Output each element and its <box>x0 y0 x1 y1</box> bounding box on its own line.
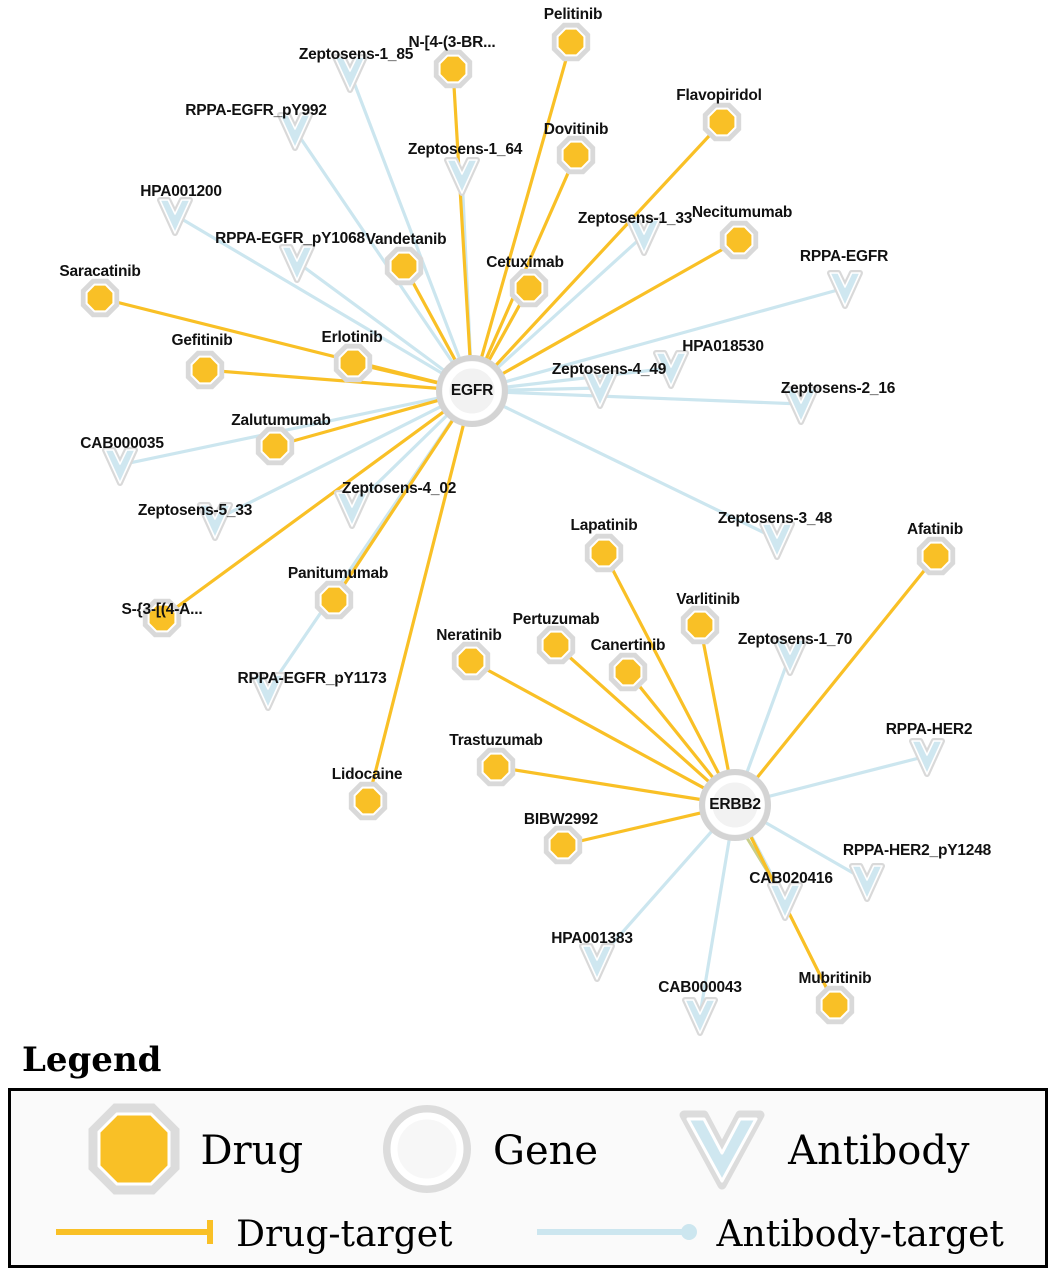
drug-node[interactable] <box>550 832 577 859</box>
drug-node[interactable] <box>822 992 849 1019</box>
legend-edge-drug-target <box>52 1214 452 1255</box>
antibody-node-label: RPPA-EGFR_pY992 <box>185 102 327 119</box>
antibody-node-label: RPPA-EGFR_pY1173 <box>237 670 387 687</box>
drug-node-label: N-[4-(3-BR... <box>408 34 496 51</box>
antibody-target-edge <box>297 262 450 375</box>
legend-edge-antibody-target <box>533 1214 1004 1255</box>
drug-node[interactable] <box>591 540 618 567</box>
drug-node-label: Panitumumab <box>287 565 389 582</box>
legend-label-antibody: Antibody <box>788 1128 970 1174</box>
legend-item-antibody <box>674 1101 969 1202</box>
drug-node[interactable] <box>440 56 467 83</box>
drug-node-label: Neratinib <box>436 627 502 644</box>
drug-octagon-icon <box>86 1101 182 1202</box>
drug-node[interactable] <box>687 612 714 639</box>
drug-node[interactable] <box>87 285 114 312</box>
gene-circle-icon <box>379 1101 475 1202</box>
drug-node[interactable] <box>726 227 753 254</box>
antibody-node-label: Zeptosens-4_02 <box>341 480 457 497</box>
drug-node-label: S-{3-[(4-A... <box>121 601 203 618</box>
drug-node[interactable] <box>483 754 510 781</box>
drug-node[interactable] <box>615 659 642 686</box>
antibody-node-label: RPPA-EGFR <box>799 248 889 265</box>
drug-node-label: Afatinib <box>906 521 964 538</box>
drug-target-edge <box>205 370 445 389</box>
legend <box>0 1040 1059 1280</box>
antibody-node-label: Zeptosens-1_33 <box>577 210 693 227</box>
antibody-node-label: HPA001383 <box>551 930 633 947</box>
drug-node[interactable] <box>923 543 950 570</box>
antibody-node-label: Zeptosens-3_48 <box>717 510 833 527</box>
drug-node[interactable] <box>563 142 590 169</box>
antibody-node-label: RPPA-HER2 <box>885 721 973 738</box>
antibody-node-label: HPA018530 <box>682 338 764 355</box>
legend-label-drug-target: Drug-target <box>236 1213 453 1255</box>
drug-node[interactable] <box>321 587 348 614</box>
antibody-node-label: Zeptosens-1_70 <box>737 631 853 648</box>
antibody-target-edge <box>761 756 927 798</box>
antibody-target-edge-icon <box>533 1217 703 1252</box>
drug-node-label: Erlotinib <box>321 329 383 346</box>
legend-edges-row <box>11 1203 1045 1265</box>
drug-node-label: Cetuximab <box>486 254 564 271</box>
gene-node-label-egfr: EGFR <box>450 382 494 399</box>
drug-node-label: Lidocaine <box>331 766 403 783</box>
antibody-chevron-icon <box>674 1101 770 1202</box>
drug-target-edge <box>453 69 470 364</box>
drug-target-edge <box>700 625 730 778</box>
antibody-node-label: RPPA-EGFR_pY1068 <box>215 230 365 247</box>
drug-target-edge <box>490 122 722 371</box>
antibody-node-label: Zeptosens-5_33 <box>137 502 253 519</box>
drug-node-label: Dovitinib <box>543 121 609 138</box>
drug-node[interactable] <box>558 29 585 56</box>
drug-node-label: Zalutumumab <box>231 412 331 429</box>
legend-item-gene <box>379 1101 598 1202</box>
drug-node[interactable] <box>391 253 418 280</box>
drug-target-edge <box>479 42 571 365</box>
drug-node[interactable] <box>543 632 570 659</box>
drug-target-edge-icon <box>52 1217 222 1252</box>
drug-node-label: Lapatinib <box>570 517 638 534</box>
legend-label-gene: Gene <box>493 1128 599 1174</box>
antibody-node-label: CAB000043 <box>658 979 742 996</box>
antibody-node-label: Zeptosens-1_64 <box>407 141 523 158</box>
drug-node[interactable] <box>709 109 736 136</box>
drug-node-label: Pertuzumab <box>512 611 600 628</box>
drug-node-label: Mubritinib <box>798 970 872 987</box>
antibody-target-edge <box>499 392 801 404</box>
legend-box <box>8 1088 1048 1268</box>
antibody-target-edge <box>499 388 600 390</box>
drug-node-label: Flavopiridol <box>676 87 762 104</box>
drug-node-label: Canertinib <box>590 637 666 654</box>
legend-shapes-row <box>11 1101 1045 1201</box>
drug-node-label: Vandetanib <box>365 231 447 248</box>
drug-node-label: Varlitinib <box>676 591 740 608</box>
antibody-node-label: HPA001200 <box>140 183 222 200</box>
drug-node[interactable] <box>355 788 382 815</box>
legend-label-antibody-target: Antibody-target <box>716 1213 1004 1255</box>
drug-node-label: BIBW2992 <box>523 811 599 828</box>
legend-item-drug <box>86 1101 303 1202</box>
antibody-node-label: CAB020416 <box>749 870 833 887</box>
antibody-target-edge <box>350 72 462 366</box>
drug-node-label: Gefitinib <box>171 332 233 349</box>
antibody-node-label: Zeptosens-2_16 <box>780 380 896 397</box>
drug-target-edge <box>752 556 936 784</box>
drug-node[interactable] <box>458 648 485 675</box>
drug-node-label: Trastuzumab <box>449 732 543 749</box>
antibody-node-label: Zeptosens-4_49 <box>551 361 667 378</box>
drug-node[interactable] <box>516 275 543 302</box>
drug-node-label: Saracatinib <box>59 263 141 280</box>
antibody-node-label: RPPA-HER2_pY1248 <box>842 842 992 859</box>
drug-node-label: Necitumumab <box>691 204 793 221</box>
drug-node[interactable] <box>192 357 219 384</box>
legend-title: Legend <box>22 1040 162 1080</box>
antibody-target-edge <box>744 655 790 780</box>
legend-label-drug: Drug <box>200 1128 304 1174</box>
antibody-node-label: Zeptosens-1_85 <box>298 46 414 63</box>
gene-node-label-erbb2: ERBB2 <box>709 796 761 813</box>
antibody-node-label: CAB000035 <box>80 435 164 452</box>
drug-node-label: Pelitinib <box>543 6 603 23</box>
drug-node[interactable] <box>262 433 289 460</box>
drug-node[interactable] <box>340 350 367 377</box>
